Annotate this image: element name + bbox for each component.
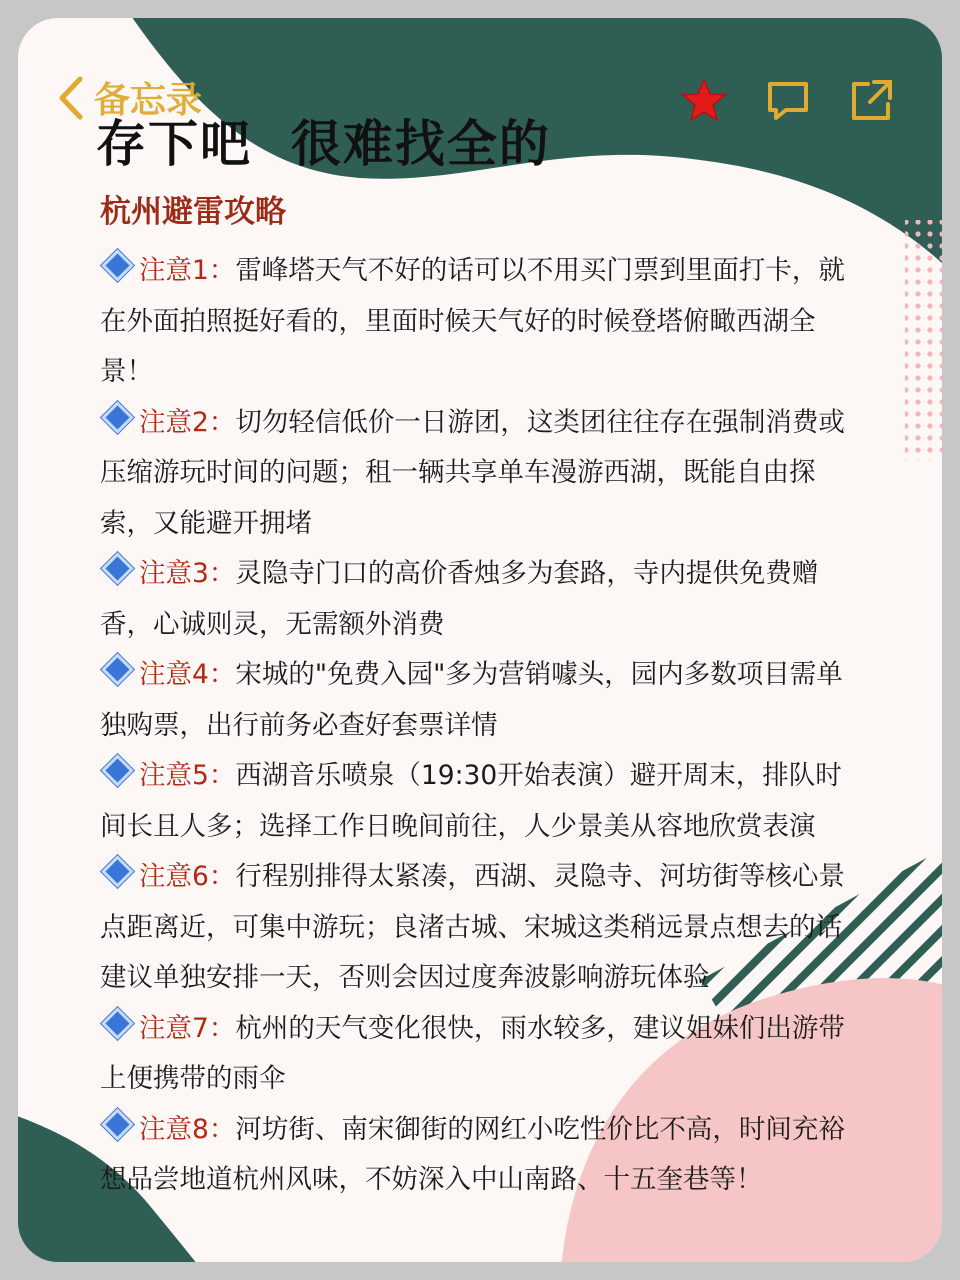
note-text: 灵隐寺门口的高价香烛多为套路，寺内提供免费赠香，心诚则灵，无需额外消费 xyxy=(100,558,819,640)
note-text: 切勿轻信低价一日游团，这类团往往存在强制消费或压缩游玩时间的问题；租一辆共享单车漫游西湖，既能自由探索，又能避开拥堵 xyxy=(100,406,845,539)
note-tag: 注意3： xyxy=(139,558,236,589)
note-text: 西湖音乐喷泉（19:30开始表演）避开周末，排队时间长且人多；选择工作日晚间前往，人少景美从容地欣赏表演 xyxy=(100,760,842,842)
notes-list xyxy=(100,246,868,1206)
note-text: 杭州的天气变化很快，雨水较多，建议姐妹们出游带上便携带的雨伞 xyxy=(100,1012,845,1094)
diamond-bullet-icon xyxy=(101,401,134,434)
star-icon[interactable] xyxy=(680,76,728,124)
note-tag: 注意7： xyxy=(139,1012,236,1044)
note-item xyxy=(100,650,868,751)
diamond-bullet-icon xyxy=(101,249,134,282)
note-tag: 注意2： xyxy=(139,406,236,438)
back-chevron-icon xyxy=(56,75,84,121)
diamond-bullet-icon xyxy=(101,653,134,686)
pink-dot-pattern xyxy=(905,220,942,460)
note-text: 河坊街、南宋御街的网红小吃性价比不高，时间充裕想品尝地道杭州风味，不妨深入中山南路、十五奎巷等！ xyxy=(100,1113,845,1195)
share-icon[interactable] xyxy=(848,76,896,124)
note-item xyxy=(100,1105,868,1206)
note-item xyxy=(100,1004,868,1105)
page-subtitle: 杭州避雷攻略 xyxy=(100,194,286,230)
comment-icon[interactable] xyxy=(764,76,812,124)
diamond-bullet-icon xyxy=(101,1007,134,1040)
note-tag: 注意4： xyxy=(139,659,236,690)
note-item xyxy=(100,751,868,852)
back-label: 备忘录 xyxy=(94,80,203,121)
note-item xyxy=(100,549,868,650)
note-tag: 注意1： xyxy=(139,255,236,286)
note-tag: 注意8： xyxy=(139,1113,236,1145)
note-item xyxy=(100,398,868,550)
note-text: 雷峰塔天气不好的话可以不用买门票到里面打卡，就在外面拍照挺好看的，里面时候天气好的时候登塔俯瞰西湖全景！ xyxy=(100,255,845,387)
note-item xyxy=(100,852,868,1004)
diamond-bullet-icon xyxy=(101,754,134,787)
note-tag: 注意5： xyxy=(139,760,236,791)
diamond-bullet-icon xyxy=(101,552,134,585)
note-tag: 注意6： xyxy=(139,861,236,892)
diamond-bullet-icon xyxy=(101,855,134,888)
diamond-bullet-icon xyxy=(101,1108,134,1141)
note-text: 行程别排得太紧凑，西湖、灵隐寺、河坊街等核心景点距离近，可集中游玩；良渚古城、宋城这类稍远景点想去的话建议单独安排一天，否则会因过度奔波影响游玩体验 xyxy=(100,861,845,993)
page-headline: 存下吧 很难找全的 xyxy=(96,115,551,173)
note-text: 宋城的"免费入园"多为营销噱头，园内多数项目需单独购票，出行前务必查好套票详情 xyxy=(100,659,843,741)
note-item xyxy=(100,246,868,398)
